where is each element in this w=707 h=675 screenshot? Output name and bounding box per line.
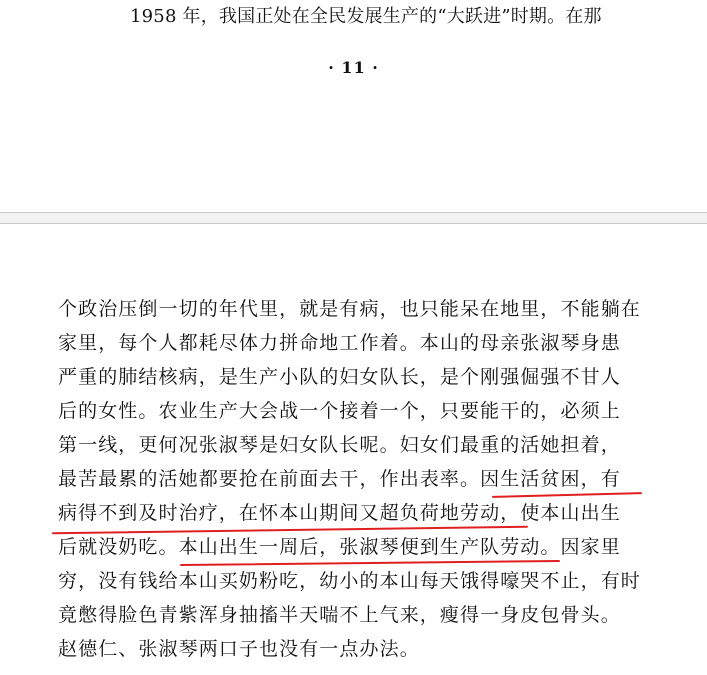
body-line-8: 后就没奶吃。本山出生一周后，张淑琴便到生产队劳动。因家里 [58, 536, 621, 558]
body-line-9: 穷，没有钱给本山买奶粉吃，幼小的本山每天饿得嚎哭不止，有时 [58, 570, 641, 592]
body-line-2: 家里，每个人都耗尽体力拼命地工作着。本山的母亲张淑琴身患 [58, 332, 621, 354]
body-line-4: 后的女性。农业生产大会战一个接着一个，只要能干的，必须上 [58, 400, 621, 422]
page-text-line: 1958 年，我国正处在全民发展生产的“大跃进”时期。在那 [130, 6, 602, 27]
body-line-3: 严重的肺结核病，是生产小队的妇女队长，是个刚强倔强不甘人 [58, 366, 621, 388]
page-separator [0, 212, 707, 224]
body-line-5: 第一线，更何况张淑琴是妇女队长呢。妇女们最重的活她担着， [58, 434, 621, 456]
body-line-1: 个政治压倒一切的年代里，就是有病，也只能呆在地里，不能躺在 [58, 298, 641, 320]
body-line-11: 赵德仁、张淑琴两口子也没有一点办法。 [58, 638, 420, 660]
page-number: · 11 · [328, 58, 379, 77]
body-line-10: 竟憋得脸色青紫浑身抽搐半天喘不上气来，瘦得一身皮包骨头。 [58, 604, 621, 626]
body-line-7: 病得不到及时治疗，在怀本山期间又超负荷地劳动，使本山出生 [58, 502, 621, 524]
current-page [0, 224, 707, 675]
previous-page [0, 0, 707, 212]
body-line-6: 最苦最累的活她都要抢在前面去干，作出表率。因生活贫困，有 [58, 468, 621, 490]
